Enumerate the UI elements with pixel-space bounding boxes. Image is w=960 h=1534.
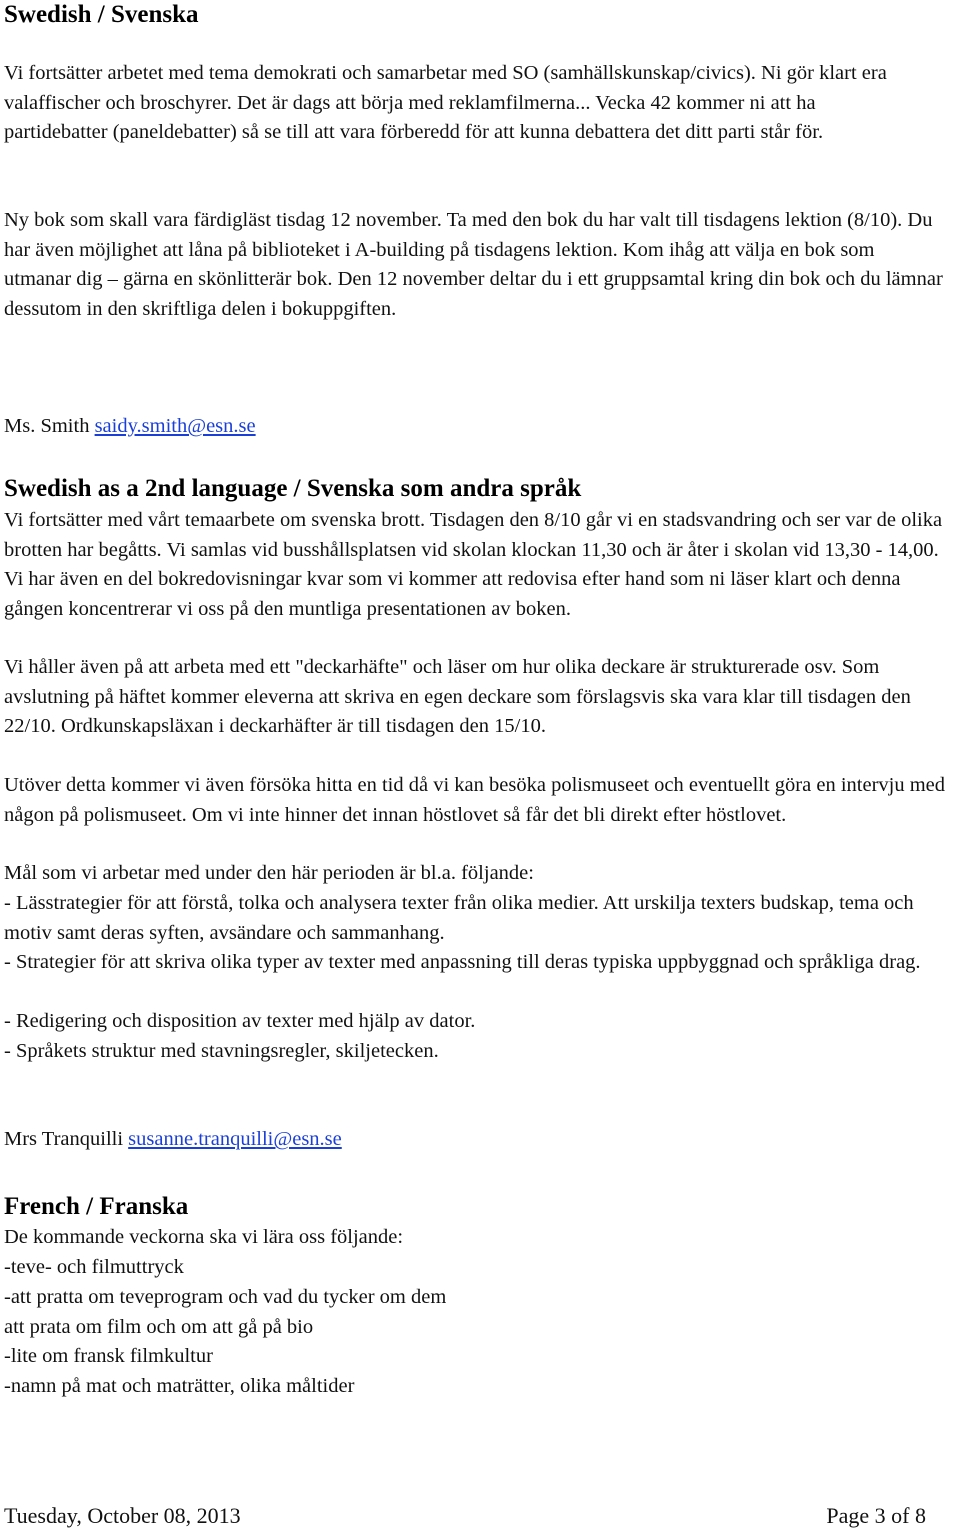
french-line: -lite om fransk filmkultur <box>4 1345 213 1367</box>
swedish-teacher-name: Ms. Smith <box>4 415 90 437</box>
swedish-teacher-email-link[interactable]: saidy.smith@esn.se <box>94 415 256 437</box>
french-line: -teve- och filmuttryck <box>4 1256 184 1278</box>
swedish-paragraph-2: Ny bok som skall vara färdigläst tisdag 12 november. Ta med den bok du har valt till tisdagens lektion (8/10). Du har även möjlighet att låna på biblioteket i A-building på tisdagens lektion. Kom ihåg att välja en bok som utmanar dig – gärna en skönlitterär bok. Den 12 november deltar du i ett gruppsamtal kring din bok och du lämnar dessutom in den skriftliga delen i bokuppgiften. <box>4 209 943 320</box>
sfl-paragraph-2: Vi håller även på att arbeta med ett "deckarhäfte" och läser om hur olika deckare är strukturerade osv. Som avslutning på häftet kommer eleverna att skriva en egen deckare som förslagsvis ska vara klar till tisdagen den 22/10. Ordkunskapsläxan i deckarhäfter är till tisdagen den 15/10. <box>4 656 911 737</box>
sfl-heading: Swedish as a 2nd language / Svenska som andra språk <box>4 475 582 502</box>
footer-page-number: Page 3 of 8 <box>826 1503 926 1528</box>
sfl-paragraph-1: Vi fortsätter med vårt temaarbete om svenska brott. Tisdagen den 8/10 går vi en stadsvandring och ser var de olika brotten har begåtts. Vi samlas vid busshållsplatsen vid skolan klockan 11,30 och är åter i skolan vid 13,30 - 14,00. Vi har även en del bokredovisningar kvar som vi kommer att redovisa efter hand som ni läser klart och denna gången koncentrerar vi oss på den muntliga presentationen av boken. <box>4 509 943 620</box>
sfl-teacher-email-link[interactable]: susanne.tranquilli@esn.se <box>128 1128 342 1150</box>
sfl-goals-intro: Mål som vi arbetar med under den här perioden är bl.a. följande: <box>4 862 534 884</box>
french-line: att prata om film och om att gå på bio <box>4 1316 314 1338</box>
sfl-paragraph-3: Utöver detta kommer vi även försöka hitta en tid då vi kan besöka polismuseet och eventuellt göra en intervju med någon på polismuseet. Om vi inte hinner det innan höstlovet så får det bli direkt efter höstlovet. <box>4 774 946 826</box>
footer-date: Tuesday, October 08, 2013 <box>4 1503 241 1528</box>
french-line: -namn på mat och maträtter, olika måltider <box>4 1375 355 1397</box>
sfl-goal-item: - Lässtrategier för att förstå, tolka och analysera texter från olika medier. Att urskilja texters budskap, tema och motiv samt deras syften, avsändare och sammanhang. <box>4 892 914 944</box>
french-heading: French / Franska <box>4 1193 189 1220</box>
sfl-goal-item: - Redigering och disposition av texter med hjälp av dator. <box>4 1010 476 1032</box>
page-footer <box>4 1503 926 1529</box>
swedish-paragraph-1: Vi fortsätter arbetet med tema demokrati och samarbetar med SO (samhällskunskap/civics). Ni gör klart era valaffischer och broschyrer. Det är dags att börja med reklamfilmerna... Vecka 42 kommer ni att ha partidebatter (paneldebatter) så se till att vara förberedd för att kunna debattera det ditt parti står för. <box>4 62 887 143</box>
sfl-teacher-line <box>4 1125 342 1155</box>
swedish-heading: Swedish / Svenska <box>4 1 199 28</box>
french-line: De kommande veckorna ska vi lära oss följande: <box>4 1226 404 1248</box>
french-line: -att pratta om teveprogram och vad du tycker om dem <box>4 1286 447 1308</box>
swedish-teacher-line <box>4 412 256 442</box>
sfl-teacher-name: Mrs Tranquilli <box>4 1128 124 1150</box>
sfl-goal-item: - Språkets struktur med stavningsregler, skiljetecken. <box>4 1040 439 1062</box>
sfl-goal-item: - Strategier för att skriva olika typer av texter med anpassning till deras typiska uppbyggnad och språkliga drag. <box>4 951 921 973</box>
